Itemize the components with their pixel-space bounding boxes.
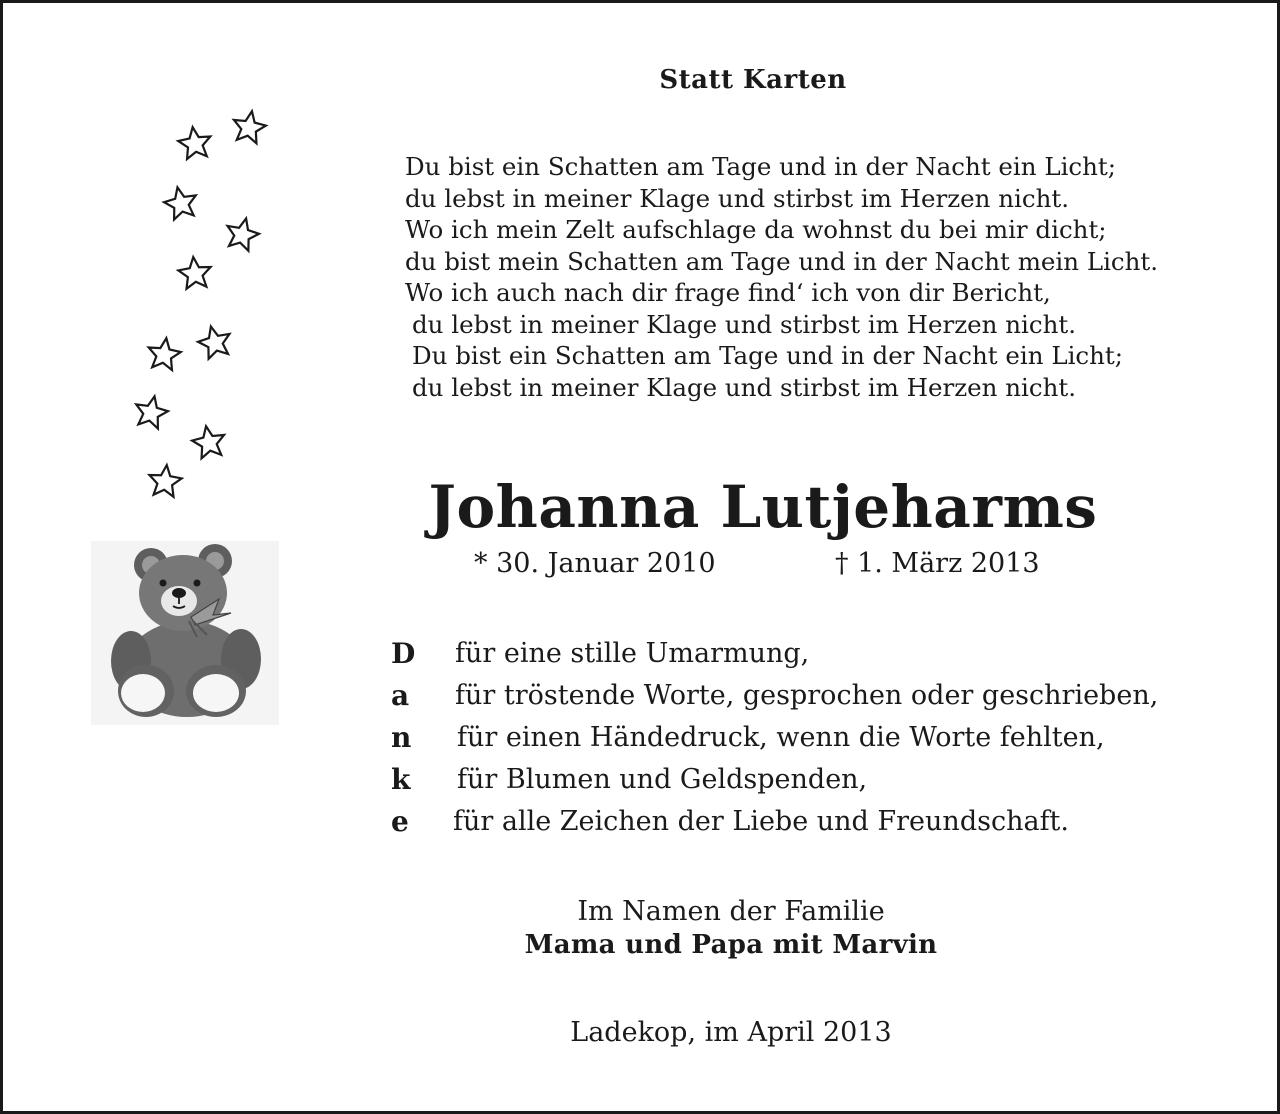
star-icon: [132, 393, 170, 430]
deceased-name: Johanna Lutjeharms: [428, 473, 1098, 541]
poem-line: Wo ich mein Zelt aufschlage da wohnst du bei mir dicht;: [405, 215, 1107, 244]
poem: [405, 151, 1158, 403]
danke-letter: D: [391, 637, 416, 670]
star-icon: [177, 255, 212, 289]
danke-text: für einen Händedruck, wenn die Worte fehlten,: [457, 722, 1105, 753]
danke-letter: k: [391, 763, 411, 796]
danke-text: für tröstende Worte, gesprochen oder geschrieben,: [455, 680, 1159, 711]
danke-text: für eine stille Umarmung,: [455, 638, 810, 669]
star-icon: [190, 423, 227, 459]
poem-line: du lebst in meiner Klage und stirbst im Herzen nicht.: [405, 183, 1069, 213]
poem-line: du bist mein Schatten am Tage und in der Nacht mein Licht.: [405, 246, 1159, 276]
poem-line: Du bist ein Schatten am Tage und in der Nacht ein Licht;: [412, 341, 1124, 370]
star-icon: [177, 125, 213, 160]
poem-line: Wo ich auch nach dir frage find‘ ich von dir Bericht,: [405, 278, 1051, 307]
star-icon: [231, 108, 268, 144]
danke-letter: e: [391, 805, 409, 838]
danke-text: für alle Zeichen der Liebe und Freundschaft.: [453, 806, 1069, 837]
signature-names: Mama und Papa mit Marvin: [524, 930, 938, 960]
place-date: Ladekop, im April 2013: [570, 1017, 892, 1048]
star-icon: [223, 215, 262, 253]
poem-line: du lebst in meiner Klage und stirbst im Herzen nicht.: [412, 309, 1076, 339]
birth-date: * 30. Januar 2010: [474, 548, 716, 579]
star-icon: [146, 336, 182, 371]
page-title: Statt Karten: [659, 65, 847, 95]
signature-intro: Im Namen der Familie: [577, 896, 885, 927]
teddy-bear-icon: [91, 541, 279, 725]
danke-text: für Blumen und Geldspenden,: [457, 764, 868, 795]
star-icon: [195, 323, 234, 361]
poem-line: Du bist ein Schatten am Tage und in der Nacht ein Licht;: [405, 152, 1117, 181]
danke-letter: n: [391, 721, 412, 754]
poem-line: du lebst in meiner Klage und stirbst im Herzen nicht.: [412, 372, 1076, 402]
danke-letter: a: [391, 679, 410, 712]
star-icon: [162, 184, 200, 221]
death-date: † 1. März 2013: [835, 548, 1040, 579]
